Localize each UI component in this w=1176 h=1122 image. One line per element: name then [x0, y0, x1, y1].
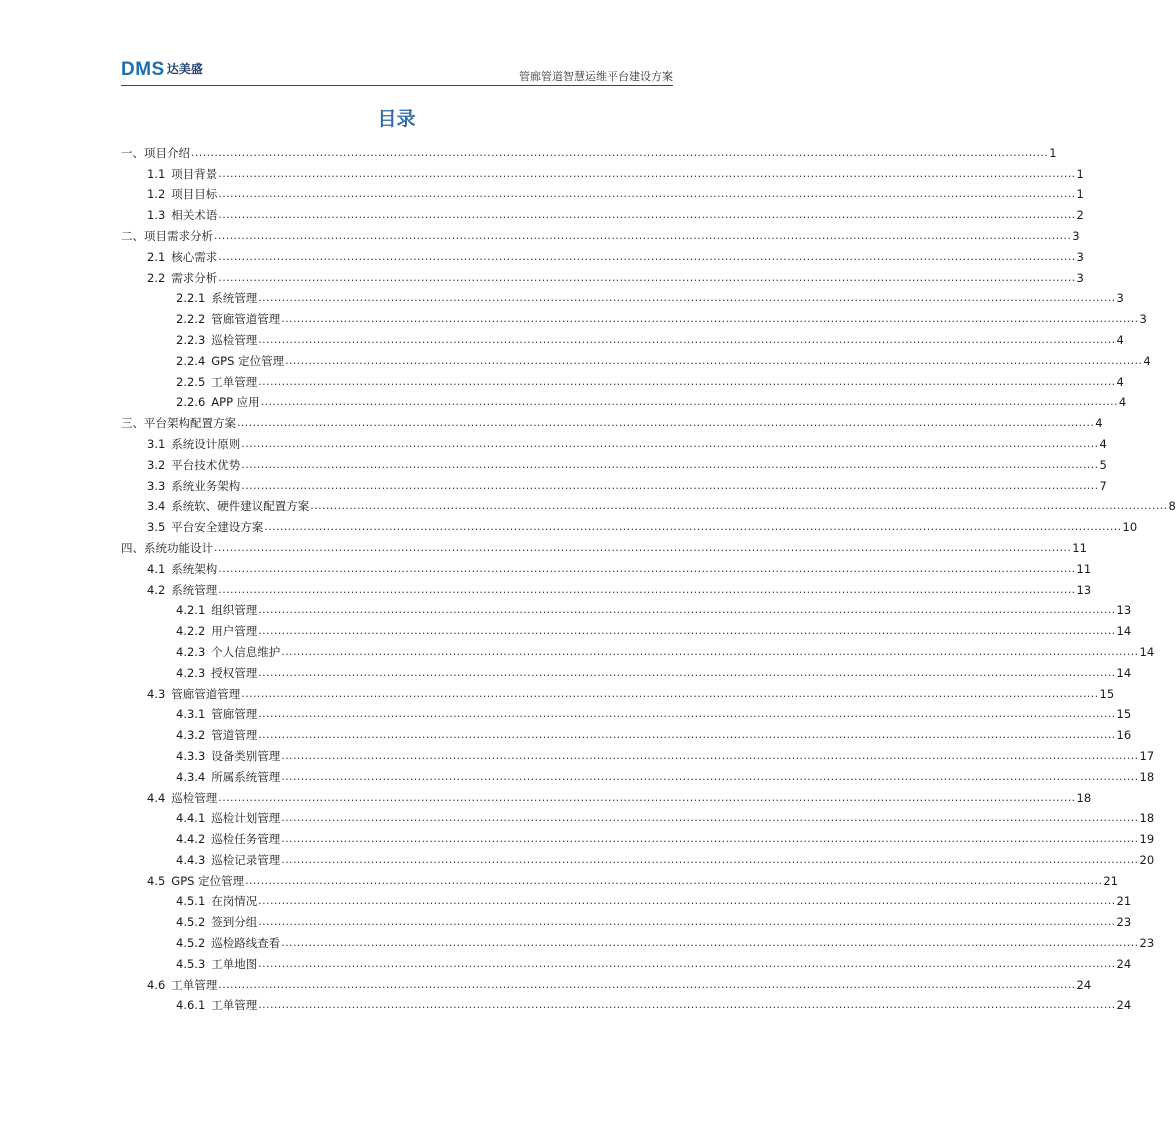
toc-entry[interactable]: [121, 430, 1107, 451]
toc-entry-title: GPS 定位管理: [211, 353, 285, 368]
company-logo: [121, 60, 203, 80]
toc-entry-page: 18: [1139, 811, 1155, 826]
toc-leader-dots: ............................................................................................................................................................................................................................: [258, 956, 1116, 970]
toc-entry[interactable]: [121, 805, 1155, 826]
toc-leader-dots: ............................................................................................................................................................................................................................: [218, 249, 1076, 263]
toc-entry-title: 管廊管道管理: [211, 312, 281, 327]
toc-leader-dots: ............................................................................................................................................................................................................................: [214, 540, 1072, 554]
toc-entry-number: 3.2: [147, 457, 166, 472]
logo-company-name: 达美盛: [166, 61, 203, 76]
toc-leader-dots: ............................................................................................................................................................................................................................: [218, 166, 1076, 180]
toc-entry-title: 授权管理: [211, 665, 258, 680]
toc-leader-dots: ............................................................................................................................................................................................................................: [258, 665, 1116, 679]
toc-entry[interactable]: [121, 201, 1084, 223]
toc-entry-number: 2.2.1: [176, 291, 206, 306]
toc-leader-dots: ............................................................................................................................................................................................................................: [281, 936, 1139, 950]
toc-entry-number: 4.2: [147, 582, 166, 597]
toc-entry-number: 4.2.1: [176, 603, 206, 618]
toc-entry-title: 巡检计划管理: [211, 811, 281, 826]
toc-entry-title: 所属系统管理: [211, 769, 281, 784]
toc-entry-number: 三、: [121, 416, 144, 431]
toc-entry-title: GPS 定位管理: [171, 873, 245, 888]
toc-entry[interactable]: [121, 701, 1132, 722]
toc-entry-page: 4: [1095, 416, 1103, 431]
toc-entry-page: 2: [1076, 208, 1084, 223]
toc-leader-dots: ............................................................................................................................................................................................................................: [218, 977, 1076, 991]
page-header: [121, 58, 673, 86]
toc-leader-dots: ............................................................................................................................................................................................................................: [258, 603, 1116, 617]
toc-entry-page: 23: [1139, 936, 1155, 951]
toc-entry-number: 4.4.3: [176, 852, 206, 867]
toc-entry-number: 4.2.3: [176, 665, 206, 680]
toc-leader-dots: ............................................................................................................................................................................................................................: [281, 832, 1139, 846]
toc-entry-number: 4.4.1: [176, 811, 206, 826]
toc-leader-dots: ............................................................................................................................................................................................................................: [281, 312, 1139, 326]
toc-entry-title: 项目目标: [171, 187, 218, 202]
toc-entry-page: 24: [1116, 956, 1132, 971]
toc-entry[interactable]: [121, 825, 1155, 847]
toc-entry[interactable]: [121, 389, 1127, 410]
toc-entry-number: 4.3: [147, 686, 166, 701]
toc-entry-title: 巡检管理: [211, 332, 258, 347]
toc-entry-title: 工单地图: [211, 956, 258, 971]
toc-entry-title: 巡检管理: [171, 790, 218, 805]
toc-entry-number: 1.1: [147, 166, 166, 181]
toc-entry[interactable]: [121, 971, 1092, 992]
toc-entry-page: 24: [1116, 998, 1132, 1013]
toc-entry-number: 4.4: [147, 790, 166, 805]
toc-heading: 目录: [377, 108, 416, 130]
toc-entry[interactable]: [121, 347, 1151, 368]
toc-leader-dots: ............................................................................................................................................................................................................................: [285, 353, 1143, 367]
toc-entry-number: 4.5.2: [176, 915, 206, 930]
toc-entry-page: 1: [1049, 145, 1057, 160]
toc-entry-page: 13: [1116, 603, 1132, 618]
toc-leader-dots: ............................................................................................................................................................................................................................: [258, 707, 1116, 721]
toc-entry-page: 14: [1116, 624, 1132, 639]
header-divider: [121, 85, 673, 86]
toc-entry-number: 4.5.1: [176, 894, 206, 909]
toc-entry[interactable]: [121, 992, 1132, 1013]
toc-entry-title: 相关术语: [171, 208, 218, 223]
toc-entry-title: 巡检任务管理: [211, 832, 281, 847]
toc-leader-dots: ............................................................................................................................................................................................................................: [237, 416, 1095, 430]
toc-leader-dots: ............................................................................................................................................................................................................................: [214, 228, 1072, 242]
toc-entry-title: 平台安全建设方案: [171, 520, 264, 535]
toc-entry-page: 8: [1168, 499, 1176, 514]
toc-entry[interactable]: [121, 680, 1115, 701]
toc-entry-page: 4: [1143, 353, 1151, 368]
toc-entry-title: 管廊管理: [211, 707, 258, 722]
toc-entry[interactable]: [121, 929, 1155, 951]
toc-entry[interactable]: [121, 534, 1087, 555]
toc-entry[interactable]: [121, 597, 1132, 618]
toc-entry-number: 4.2.2: [176, 624, 206, 639]
table-of-contents: [121, 139, 1176, 1013]
document-title: 管廊管道智慧运维平台建设方案: [519, 70, 673, 83]
toc-entry-title: 管道管理: [211, 728, 258, 743]
toc-entry[interactable]: [121, 576, 1092, 597]
toc-entry-title: 系统功能设计: [144, 540, 213, 555]
toc-leader-dots: ............................................................................................................................................................................................................................: [310, 499, 1168, 513]
toc-entry-title: 巡检路线查看: [211, 936, 281, 951]
toc-leader-dots: ............................................................................................................................................................................................................................: [241, 478, 1099, 492]
toc-entry-title: 用户管理: [211, 624, 258, 639]
toc-entry-number: 3.4: [147, 499, 166, 514]
toc-leader-dots: ............................................................................................................................................................................................................................: [281, 769, 1139, 783]
toc-leader-dots: ............................................................................................................................................................................................................................: [191, 145, 1049, 159]
toc-entry-page: 3: [1076, 270, 1084, 285]
toc-entry-page: 23: [1116, 915, 1132, 930]
toc-entry-number: 4.4.2: [176, 832, 206, 847]
toc-entry-number: 4.3.2: [176, 728, 206, 743]
toc-entry-page: 4: [1099, 436, 1107, 451]
toc-leader-dots: ............................................................................................................................................................................................................................: [218, 582, 1076, 596]
toc-entry-title: 平台架构配置方案: [144, 416, 236, 431]
toc-entry-page: 1: [1076, 166, 1084, 181]
toc-entry[interactable]: [121, 721, 1132, 743]
toc-entry-page: 15: [1116, 707, 1132, 722]
toc-leader-dots: ............................................................................................................................................................................................................................: [258, 998, 1116, 1012]
toc-entry-page: 15: [1099, 686, 1115, 701]
toc-entry-number: 2.2.2: [176, 312, 206, 327]
toc-leader-dots: ............................................................................................................................................................................................................................: [260, 395, 1118, 409]
toc-entry-page: 1: [1076, 187, 1084, 202]
toc-entry-page: 3: [1076, 249, 1084, 264]
toc-entry-number: 4.5.3: [176, 956, 206, 971]
toc-entry-number: 2.2.6: [176, 395, 206, 410]
toc-entry-number: 4.6.1: [176, 998, 206, 1013]
toc-entry-number: 2.2.3: [176, 332, 206, 347]
toc-entry-page: 21: [1103, 873, 1118, 888]
toc-entry-title: 需求分析: [171, 270, 218, 285]
toc-entry-title: 项目需求分析: [144, 228, 213, 243]
toc-entry[interactable]: [121, 867, 1118, 888]
toc-entry-title: 系统业务架构: [171, 478, 241, 493]
toc-entry-title: 项目背景: [171, 166, 218, 181]
toc-entry-page: 4: [1116, 332, 1124, 347]
toc-entry-page: 18: [1139, 769, 1155, 784]
toc-entry-number: 2.2: [147, 270, 166, 285]
toc-entry[interactable]: [121, 742, 1155, 763]
toc-entry-number: 3.5: [147, 520, 166, 535]
toc-entry-page: 20: [1139, 852, 1155, 867]
toc-entry-title: 设备类别管理: [211, 748, 281, 763]
toc-entry[interactable]: [121, 617, 1132, 639]
toc-leader-dots: ............................................................................................................................................................................................................................: [258, 291, 1116, 305]
toc-entry-number: 3.1: [147, 436, 166, 451]
toc-leader-dots: ............................................................................................................................................................................................................................: [264, 520, 1122, 534]
toc-entry[interactable]: [121, 139, 1057, 160]
toc-entry-page: 16: [1116, 728, 1132, 743]
toc-entry-title: 巡检记录管理: [211, 852, 281, 867]
toc-entry[interactable]: [121, 659, 1132, 680]
toc-entry[interactable]: [121, 888, 1132, 909]
logo-mark: DMS: [121, 59, 165, 80]
toc-leader-dots: ............................................................................................................................................................................................................................: [258, 915, 1116, 929]
toc-leader-dots: ............................................................................................................................................................................................................................: [245, 873, 1103, 887]
toc-entry-number: 4.2.3: [176, 644, 206, 659]
toc-entry[interactable]: [121, 555, 1092, 576]
toc-entry-number: 4.6: [147, 977, 166, 992]
toc-entry[interactable]: [121, 493, 1176, 514]
toc-entry[interactable]: [121, 908, 1132, 930]
toc-entry-title: 系统管理: [171, 582, 218, 597]
toc-entry-page: 11: [1072, 540, 1087, 555]
toc-entry-number: 4.5.2: [176, 936, 206, 951]
toc-leader-dots: ............................................................................................................................................................................................................................: [281, 852, 1139, 866]
toc-entry[interactable]: [121, 305, 1147, 327]
toc-entry-title: APP 应用: [211, 395, 260, 410]
toc-entry-title: 工单管理: [171, 977, 218, 992]
toc-entry-title: 签到分组: [211, 915, 258, 930]
toc-entry[interactable]: [121, 451, 1107, 472]
toc-entry-number: 4.1: [147, 561, 166, 576]
toc-entry[interactable]: [121, 638, 1155, 659]
toc-entry-page: 18: [1076, 790, 1092, 805]
toc-leader-dots: ............................................................................................................................................................................................................................: [281, 811, 1139, 825]
toc-entry-page: 4: [1116, 374, 1124, 389]
toc-entry-number: 4.3.4: [176, 769, 206, 784]
toc-entry[interactable]: [121, 784, 1092, 805]
toc-entry-title: 个人信息维护: [211, 644, 281, 659]
toc-leader-dots: ............................................................................................................................................................................................................................: [258, 728, 1116, 742]
toc-leader-dots: ............................................................................................................................................................................................................................: [218, 561, 1076, 575]
toc-entry-page: 14: [1116, 665, 1132, 680]
toc-entry-title: 项目介绍: [144, 145, 190, 160]
toc-entry-page: 7: [1099, 478, 1107, 493]
toc-entry-page: 21: [1116, 894, 1132, 909]
toc-entry-title: 系统管理: [211, 291, 258, 306]
toc-entry[interactable]: [121, 368, 1124, 389]
toc-entry[interactable]: [121, 513, 1138, 535]
toc-entry-page: 14: [1139, 644, 1155, 659]
toc-entry-title: 在岗情况: [211, 894, 258, 909]
toc-entry-page: 17: [1139, 748, 1155, 763]
toc-leader-dots: ............................................................................................................................................................................................................................: [281, 644, 1139, 658]
toc-entry-page: 10: [1122, 520, 1138, 535]
toc-entry[interactable]: [121, 160, 1084, 181]
toc-entry-title: 平台技术优势: [171, 457, 241, 472]
toc-entry-title: 工单管理: [211, 374, 258, 389]
toc-leader-dots: ............................................................................................................................................................................................................................: [258, 374, 1116, 388]
toc-entry-page: 24: [1076, 977, 1092, 992]
toc-entry-number: 4.3.1: [176, 707, 206, 722]
toc-entry-page: 4: [1118, 395, 1127, 410]
toc-entry-title: 系统设计原则: [171, 436, 241, 451]
toc-entry-number: 2.1: [147, 249, 166, 264]
toc-entry[interactable]: [121, 846, 1155, 867]
toc-entry-page: 11: [1076, 561, 1092, 576]
toc-entry-title: 系统架构: [171, 561, 218, 576]
toc-entry-title: 工单管理: [211, 998, 258, 1013]
toc-entry-number: 2.2.4: [176, 353, 206, 368]
toc-leader-dots: ............................................................................................................................................................................................................................: [241, 686, 1099, 700]
toc-entry[interactable]: [121, 285, 1124, 306]
toc-entry-page: 3: [1139, 312, 1147, 327]
toc-entry-title: 系统软、硬件建议配置方案: [171, 499, 310, 514]
toc-entry-title: 组织管理: [211, 603, 258, 618]
toc-leader-dots: ............................................................................................................................................................................................................................: [281, 748, 1139, 762]
toc-leader-dots: ............................................................................................................................................................................................................................: [218, 187, 1076, 201]
toc-entry-page: 19: [1139, 832, 1155, 847]
toc-entry-number: 1.2: [147, 187, 166, 202]
toc-entry[interactable]: [121, 222, 1080, 243]
toc-entry-page: 3: [1116, 291, 1124, 306]
toc-entry-number: 四、: [121, 540, 144, 555]
toc-entry[interactable]: [121, 181, 1084, 202]
toc-entry[interactable]: [121, 264, 1084, 285]
toc-entry[interactable]: [121, 243, 1084, 264]
toc-leader-dots: ............................................................................................................................................................................................................................: [218, 270, 1076, 284]
toc-leader-dots: ............................................................................................................................................................................................................................: [218, 790, 1076, 804]
toc-entry-title: 管廊管道管理: [171, 686, 241, 701]
toc-entry-number: 1.3: [147, 208, 166, 223]
toc-entry-number: 2.2.5: [176, 374, 206, 389]
toc-entry-page: 13: [1076, 582, 1092, 597]
toc-entry-title: 核心需求: [171, 249, 218, 264]
toc-entry-page: 3: [1072, 228, 1080, 243]
toc-entry-number: 3.3: [147, 478, 166, 493]
toc-entry[interactable]: [121, 763, 1155, 784]
toc-entry[interactable]: [121, 409, 1103, 431]
toc-entry-number: 4.3.3: [176, 748, 206, 763]
toc-entry-number: 一、: [121, 145, 144, 160]
toc-leader-dots: ............................................................................................................................................................................................................................: [241, 436, 1099, 450]
toc-leader-dots: ............................................................................................................................................................................................................................: [241, 457, 1099, 471]
toc-leader-dots: ............................................................................................................................................................................................................................: [258, 894, 1116, 908]
toc-leader-dots: ............................................................................................................................................................................................................................: [218, 208, 1076, 222]
toc-entry[interactable]: [121, 950, 1132, 971]
toc-entry-number: 4.5: [147, 873, 166, 888]
toc-entry-page: 5: [1099, 457, 1107, 472]
toc-entry-number: 二、: [121, 228, 144, 243]
toc-leader-dots: ............................................................................................................................................................................................................................: [258, 624, 1116, 638]
toc-entry[interactable]: [121, 472, 1107, 493]
toc-entry[interactable]: [121, 326, 1124, 347]
toc-leader-dots: ............................................................................................................................................................................................................................: [258, 332, 1116, 346]
